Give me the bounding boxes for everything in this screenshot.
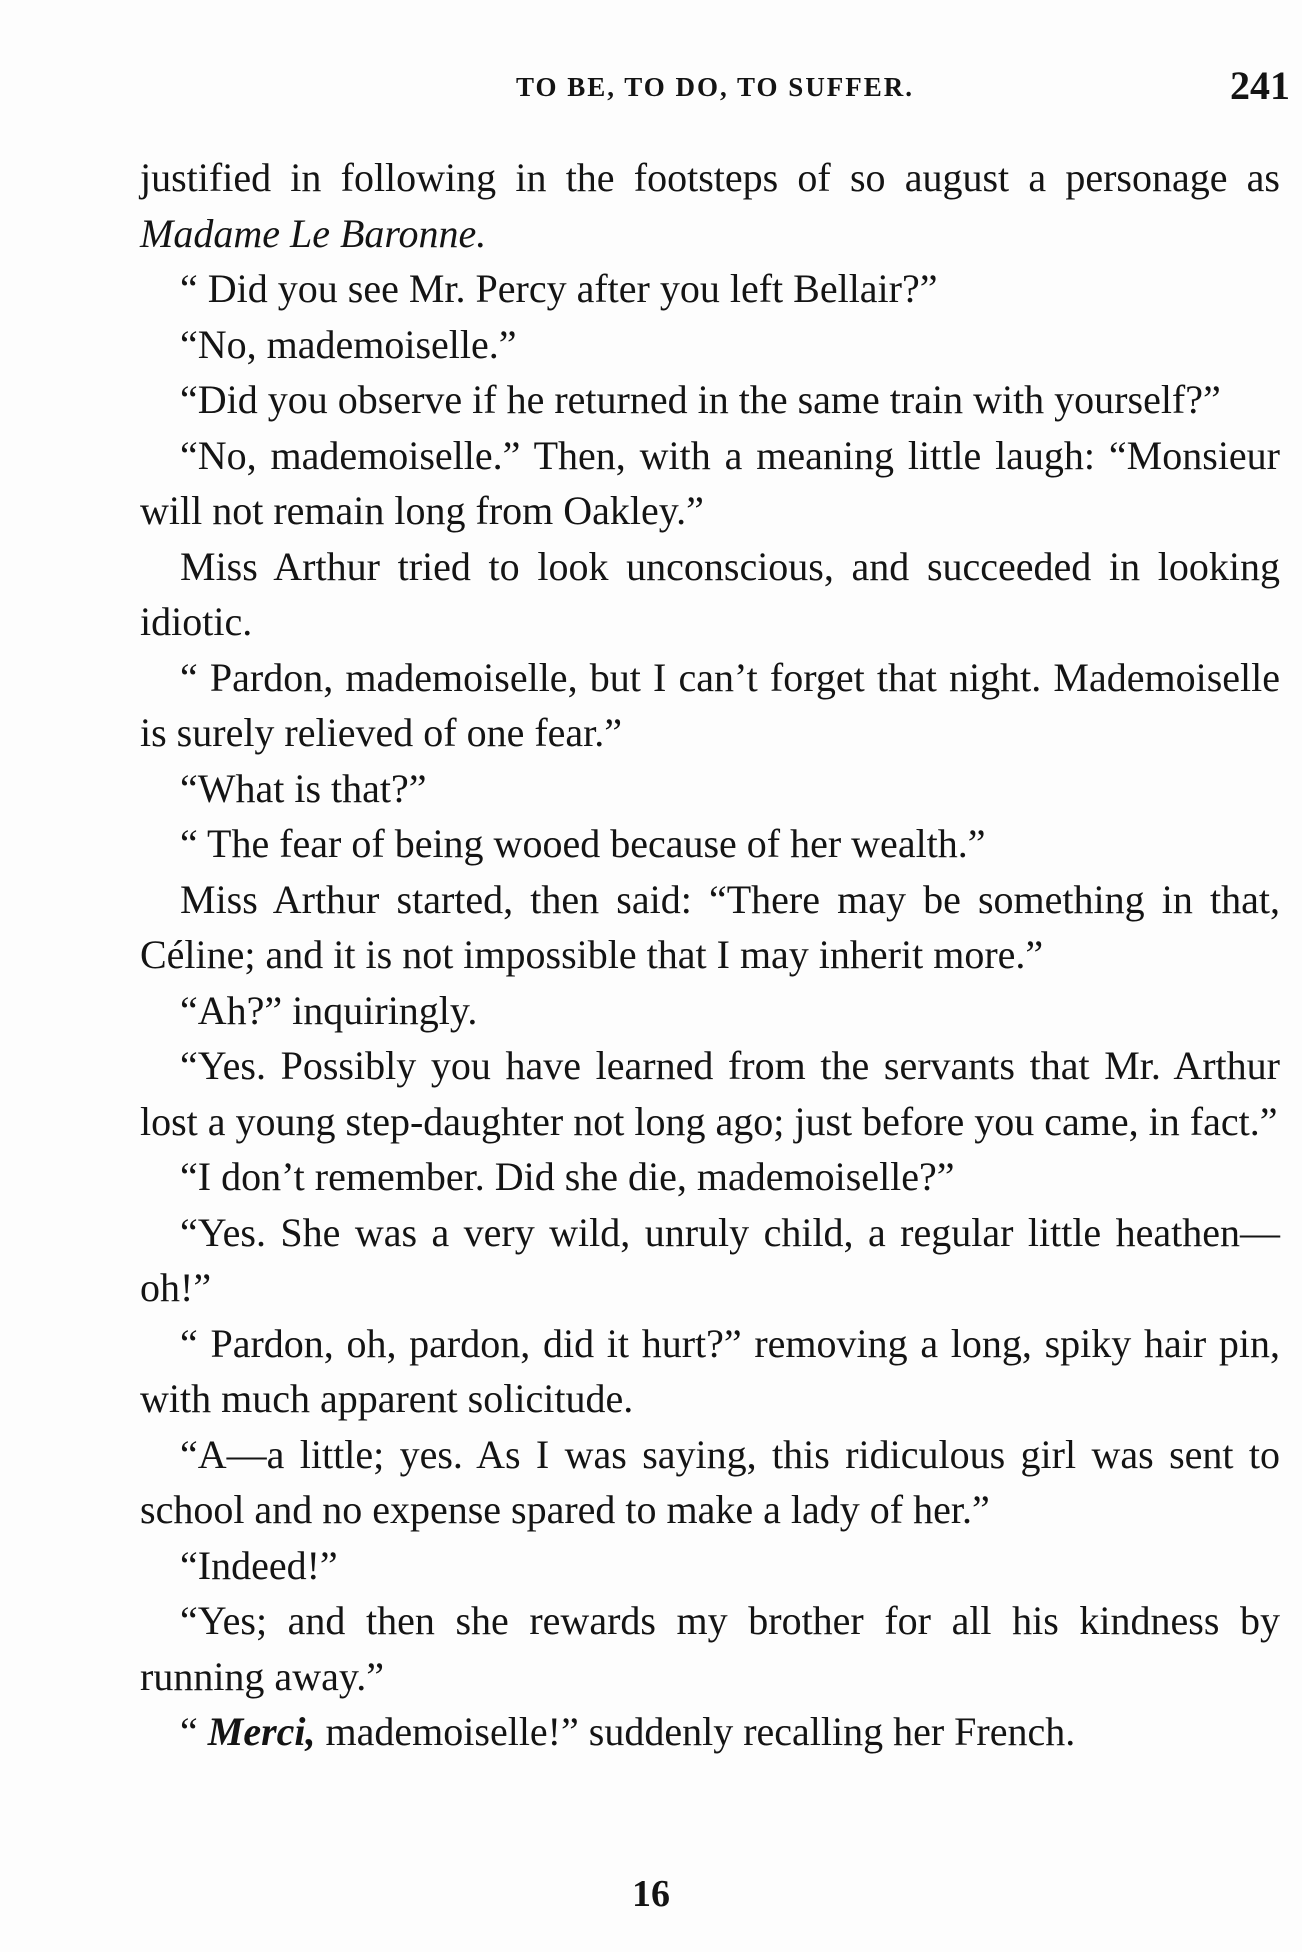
paragraph [140, 317, 1280, 373]
text-run: Miss Arthur tried to look unconscious, and succeeded in looking idiotic. [140, 543, 1280, 644]
paragraph [140, 1427, 1280, 1538]
text-run: “ [180, 1709, 208, 1754]
paragraph [140, 1704, 1280, 1760]
paragraph [140, 650, 1280, 761]
paragraph [140, 150, 1280, 261]
text-run: “What is that?” [180, 765, 427, 811]
paragraph [140, 428, 1280, 539]
text-run: “A—a little; yes. As I was saying, this ridiculous girl was sent to school and no expense spared to make a lady of her.” [140, 1431, 1280, 1532]
text-run: “ Pardon, mademoiselle, but I can’t forget that night. Mademoiselle is surely relieved of one fear.” [140, 654, 1280, 755]
text-run: “Yes; and then she rewards my brother for all his kindness by running away.” [140, 1598, 1280, 1699]
running-title: TO BE, TO DO, TO SUFFER. [515, 72, 915, 102]
text-run: “Did you observe if he returned in the same train with yourself?” [180, 377, 1221, 422]
paragraph [140, 872, 1280, 983]
text-run: “I don’t remember. Did she die, mademoiselle?” [180, 1154, 955, 1199]
text-run: “No, mademoiselle.” [180, 321, 517, 367]
text-run: “Indeed!” [180, 1542, 338, 1588]
text-run: “Ah?” inquiringly. [180, 987, 478, 1033]
paragraph [140, 1205, 1280, 1316]
text-run: justified in following in the footsteps of so august a personage as [140, 155, 1280, 200]
body-text [140, 150, 1280, 1760]
text-run: “ Did you see Mr. Percy after you left Bellair?” [180, 266, 938, 311]
text-run: Miss Arthur started, then said: “There may be something in that, Céline; and it is not impossible that I may inherit more.” [140, 876, 1280, 977]
paragraph [140, 1316, 1280, 1427]
paragraph [140, 261, 1280, 317]
signature-mark: 16 [632, 1873, 670, 1915]
text-run: Merci, [207, 1709, 316, 1754]
paragraph [140, 372, 1280, 428]
paragraph [140, 1593, 1280, 1704]
paragraph [140, 816, 1280, 872]
running-head [140, 60, 1290, 120]
text-run: “Yes. Possibly you have learned from the servants that Mr. Arthur lost a young step-daughter not long ago; just before you came, in fact.” [140, 1043, 1280, 1144]
text-run: “ The fear of being wooed because of her wealth.” [180, 821, 986, 866]
text-run: “No, mademoiselle.” Then, with a meaning little laugh: “Monsieur will not remain long from Oakley.” [140, 432, 1280, 533]
paragraph [140, 539, 1280, 650]
text-run: mademoiselle!” suddenly recalling her French. [315, 1709, 1076, 1754]
page-number: 241 [1230, 63, 1290, 108]
text-run: “ Pardon, oh, pardon, did it hurt?” removing a long, spiky hair pin, with much apparent solicitude. [140, 1320, 1280, 1421]
text-run: Madame Le Baronne. [140, 210, 487, 256]
paragraph [140, 1038, 1280, 1149]
paragraph [140, 983, 1280, 1039]
paragraph [140, 1149, 1280, 1205]
paragraph [140, 1538, 1280, 1594]
text-run: “Yes. She was a very wild, unruly child, a regular little heathen—oh!” [140, 1209, 1280, 1310]
paragraph [140, 761, 1280, 817]
